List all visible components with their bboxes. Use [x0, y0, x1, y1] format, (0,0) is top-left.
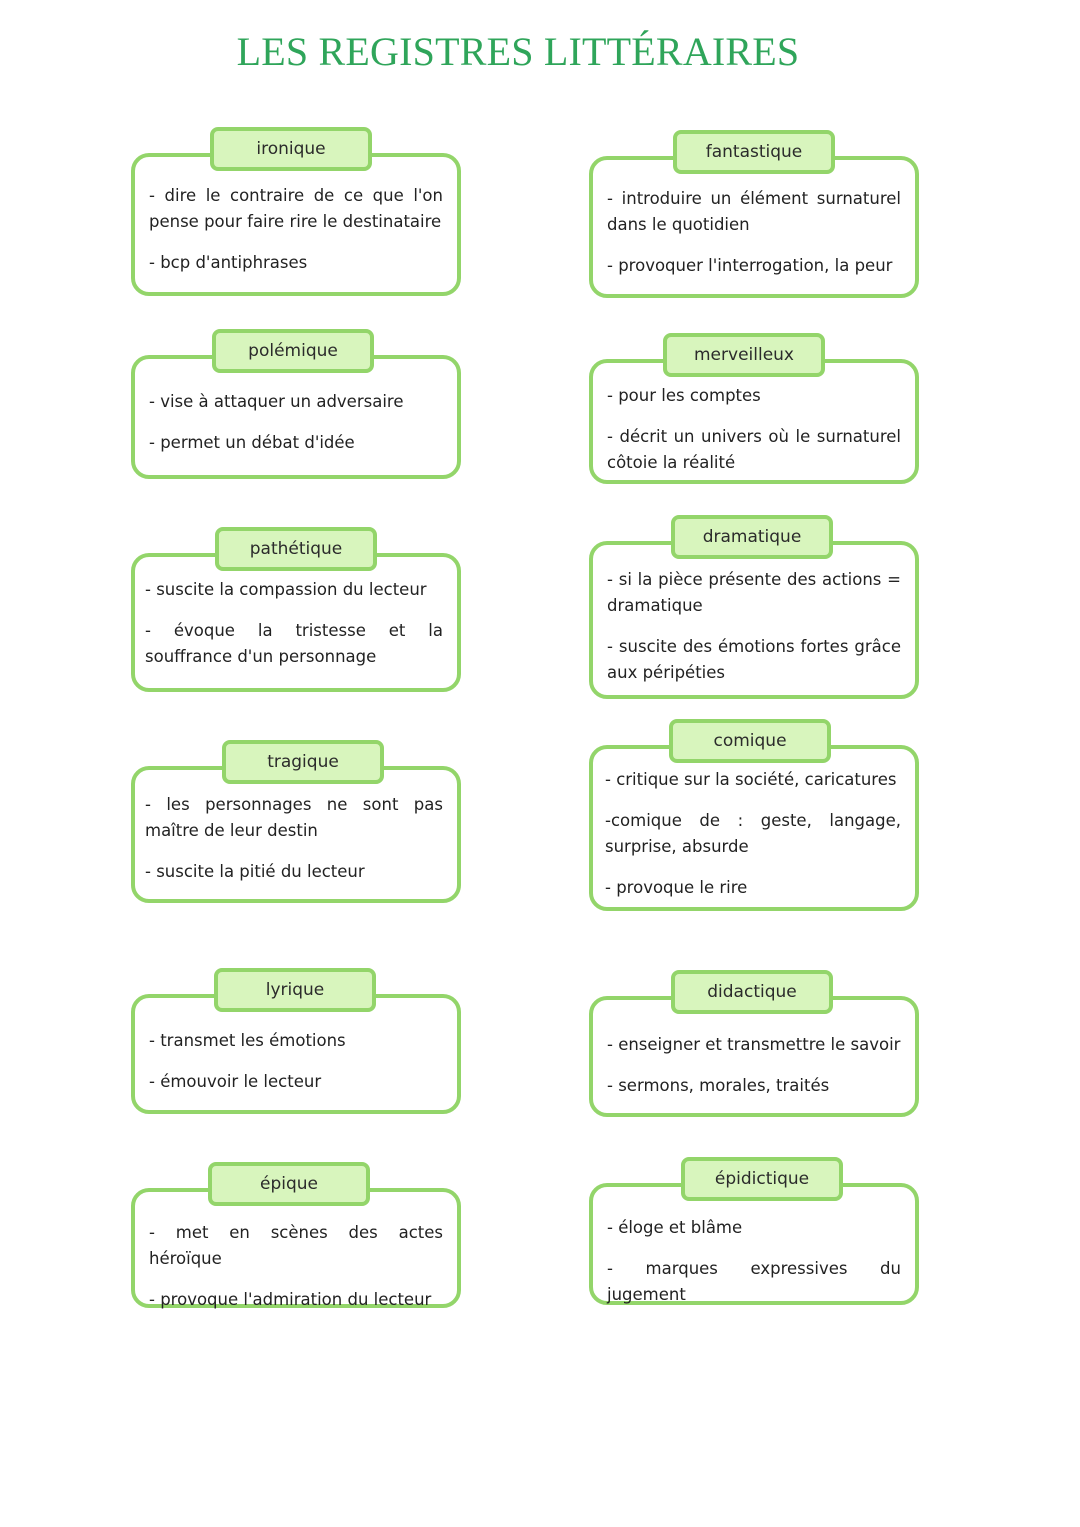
card-tag [663, 333, 825, 377]
card-tag-label: épique [260, 1174, 318, 1194]
card-line: - les personnages ne sont pas maître de leur destin [145, 795, 443, 840]
card-epique [131, 1174, 461, 1309]
card-tag [669, 719, 831, 763]
card-tag [212, 329, 374, 373]
card-polemique [131, 341, 461, 479]
card-line: - bcp d'antiphrases [149, 253, 308, 272]
card-tag [210, 127, 372, 171]
card-tag [214, 968, 376, 1012]
card-tag [671, 970, 833, 1014]
card-tag-label: tragique [267, 752, 339, 772]
card-didactique [589, 982, 919, 1117]
card-pathetique [131, 539, 461, 692]
card-tag-label: didactique [707, 982, 797, 1002]
card-fantastique [589, 142, 919, 298]
card-epidictique [589, 1169, 919, 1305]
card-line: - critique sur la société, caricatures [605, 770, 897, 789]
card-line: - enseigner et transmettre le savoir [607, 1035, 901, 1054]
card-line: - dire le contraire de ce que l'on pense pour faire rire le destinataire [149, 186, 443, 231]
card-merveilleux [589, 345, 919, 484]
card-line: - provoque le rire [605, 878, 748, 897]
card-tag [208, 1162, 370, 1206]
card-line: - suscite la pitié du lecteur [145, 862, 365, 881]
card-tag-label: comique [713, 731, 787, 751]
card-tag-label: polémique [248, 341, 338, 361]
card-tag [222, 740, 384, 784]
card-tag-label: merveilleux [694, 345, 794, 365]
card-line: - sermons, morales, traités [607, 1076, 830, 1095]
card-line: - décrit un univers où le surnaturel côtoie la réalité [607, 427, 901, 472]
card-line: - permet un débat d'idée [149, 433, 355, 452]
card-line: - provoquer l'interrogation, la peur [607, 256, 893, 275]
card-tag-label: ironique [256, 139, 326, 159]
card-tag-label: épidictique [714, 1169, 810, 1189]
card-tag-label: pathétique [249, 539, 343, 559]
card-line: - provoque l'admiration du lecteur [149, 1290, 432, 1309]
card-line: - met en scènes des actes héroïque [149, 1223, 443, 1268]
card-line: - éloge et blâme [607, 1218, 743, 1237]
card-tag-label: dramatique [702, 527, 802, 547]
card-tag-label: fantastique [705, 142, 803, 162]
card-line: - introduire un élément surnaturel dans le quotidien [607, 189, 901, 234]
card-comique [589, 731, 919, 911]
card-ironique [131, 139, 461, 296]
card-line: - vise à attaquer un adversaire [149, 392, 404, 411]
card-line: - suscite des émotions fortes grâce aux péripéties [607, 637, 901, 682]
card-line: - transmet les émotions [149, 1031, 346, 1050]
card-tragique [131, 752, 461, 903]
card-line: - émouvoir le lecteur [149, 1072, 322, 1091]
card-line: - si la pièce présente des actions = dramatique [607, 570, 901, 615]
card-line: - évoque la tristesse et la souffrance d'un personnage [145, 621, 443, 666]
card-line: - suscite la compassion du lecteur [145, 580, 427, 599]
page-title: LES REGISTRES LITTÉRAIRES [236, 29, 800, 74]
card-dramatique [589, 527, 919, 699]
card-tag [215, 527, 377, 571]
card-line: -comique de : geste, langage, surprise, absurde [605, 811, 901, 856]
card-line: - pour les comptes [607, 386, 761, 405]
card-tag [673, 130, 835, 174]
card-tag [681, 1157, 843, 1201]
card-line: - marques expressives du jugement [607, 1259, 901, 1304]
card-tag-label: lyrique [265, 980, 325, 1000]
card-lyrique [131, 980, 461, 1114]
card-tag [671, 515, 833, 559]
